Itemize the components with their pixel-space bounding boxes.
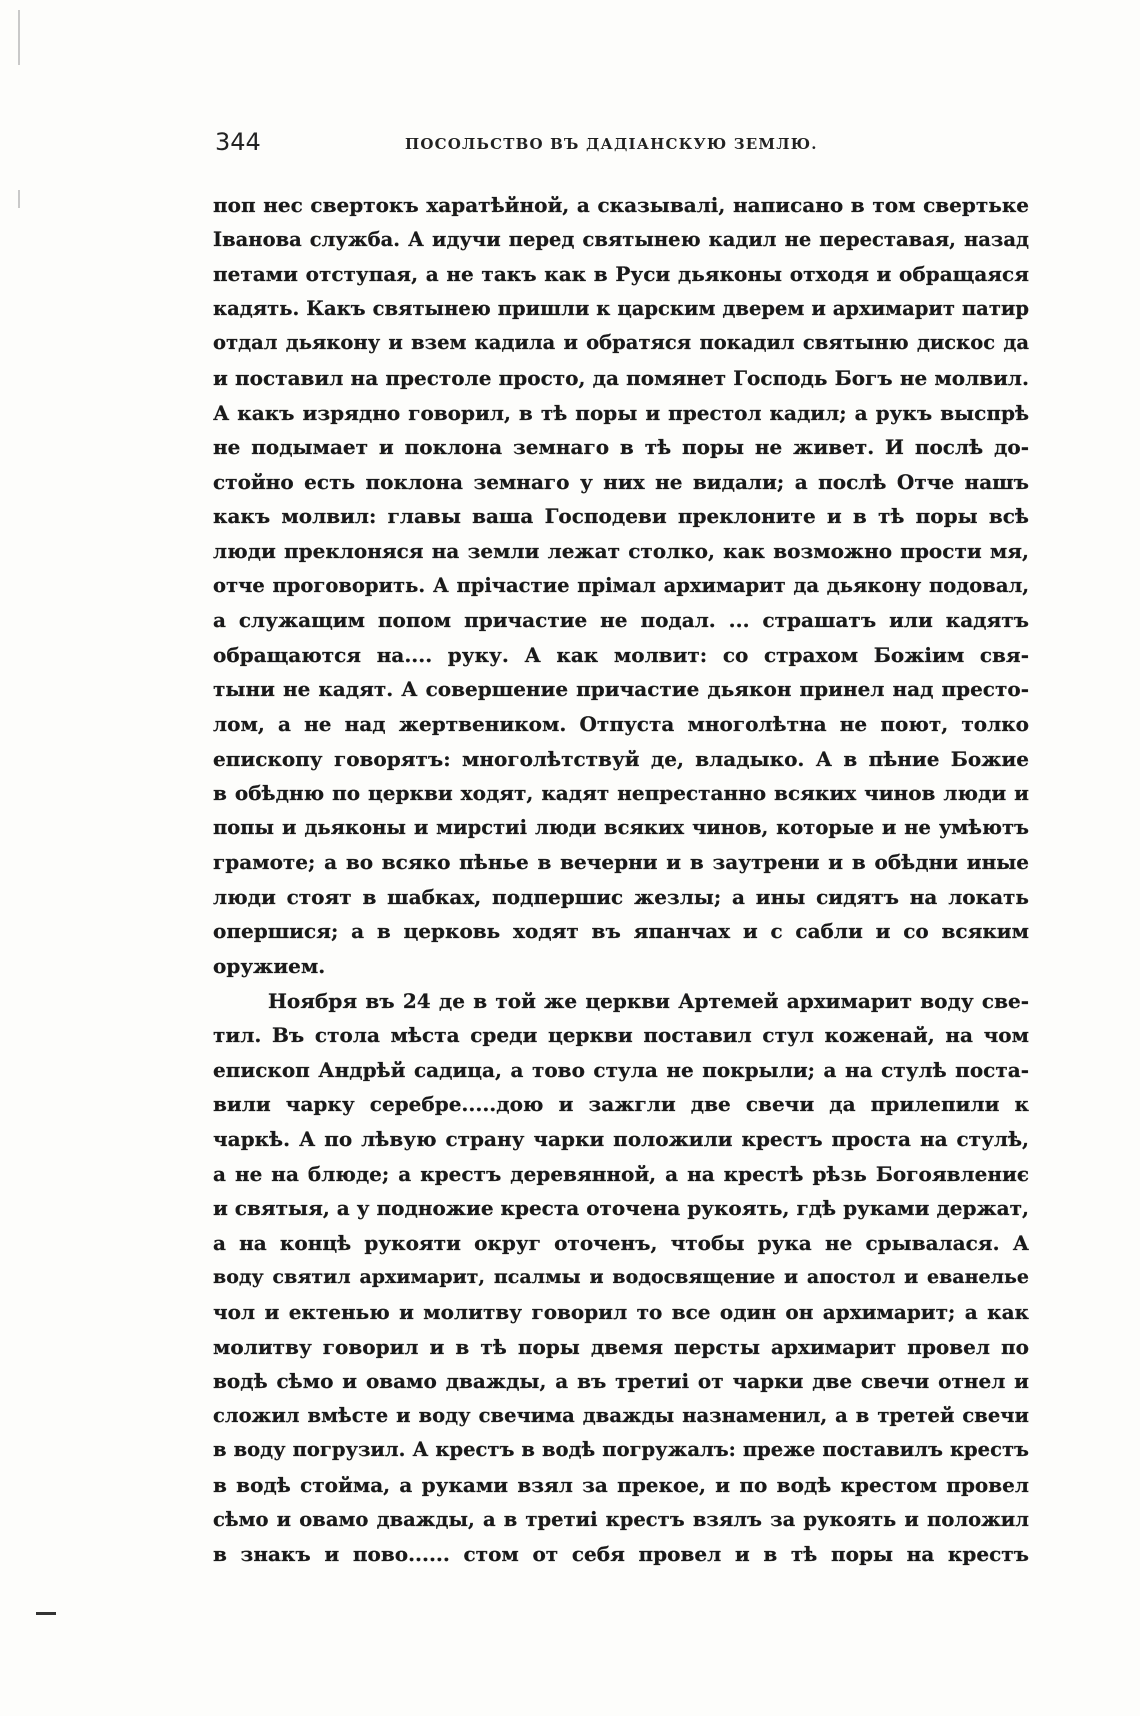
text-line: воду святил архимарит, псалмы и водосвящение и апостол и еванелье	[213, 1266, 1029, 1289]
text-line: отдал дьякону и взем кадила и обратяся покадил святыню дискос да	[213, 331, 1029, 355]
text-line: не подымает и поклона земнаго в тѣ поры не живет. И послѣ до-	[213, 435, 1029, 460]
text-line: а на концѣ рукояти округ оточенъ, чтобы рука не срывалася. А	[213, 1230, 1029, 1255]
text-line: в обѣдню по церкви ходят, кадят непрестанно всяких чинов люди и	[213, 781, 1029, 806]
scan-edge-mark	[18, 190, 20, 208]
text-line: а не на блюде; а крестъ деревянной, а на крестѣ рѣзь Богоявлениє	[213, 1161, 1029, 1186]
text-line: чаркѣ. А по лѣвую страну чарки положили крестъ проста на стулѣ,	[213, 1127, 1029, 1152]
text-line: какъ молвил: главы ваша Господеви преклоните и в тѣ поры всѣ	[213, 504, 1029, 529]
text-line: Іванова служба. А идучи перед святынею кадил не переставая, назад	[213, 227, 1029, 251]
text-line: в водѣ стойма, а руками взял за прекое, и по водѣ крестом провел	[213, 1472, 1029, 1497]
text-line: вили чарку серебре.....дою и зажгли две свечи да прилепили к	[213, 1092, 1029, 1117]
text-line: петами отступая, а не такъ как в Руси дьяконы отходя и обращаяся	[213, 262, 1029, 287]
text-line: отче проговорить. А прічастие прімал архимарит да дьякону подовал,	[213, 573, 1029, 597]
text-line: тыни не кадят. А совершение причастие дьякон принел над престо-	[213, 677, 1029, 702]
text-line: а служащим попом причастие не подал. ... страшатъ или кадятъ	[213, 608, 1029, 633]
text-line: епископу говорятъ: многолѣтствуй де, владыко. А в пѣние Божие	[213, 746, 1029, 771]
text-line: сѣмо и овамо дважды, а в третиі крестъ взялъ за рукоять и положил	[213, 1507, 1029, 1531]
text-line: и поставил на престоле просто, да помянет Господь Богъ не молвил.	[213, 365, 1029, 390]
text-line: кадять. Какъ святынею пришли к царским дверем и архимарит патир	[213, 296, 1029, 320]
text-line: в знакъ и пово...... стом от себя провел и в тѣ поры на крестъ	[213, 1542, 1029, 1567]
text-line: сложил вмѣсте и воду свечима дважды назнаменил, а в третей свечи	[213, 1403, 1029, 1427]
text-line: А какъ изрядно говорил, в тѣ поры и престол кадил; а рукъ выспрѣ	[213, 400, 1029, 425]
text-line: в воду погрузил. А крестъ в водѣ погружалъ: преже поставилъ крестъ	[213, 1438, 1029, 1462]
body-text	[213, 188, 1029, 1572]
text-line: Ноября въ 24 де в той же церкви Артемей архимарит воду све-	[268, 988, 1029, 1013]
scan-foot-mark	[36, 1612, 56, 1615]
text-line: опершися; а в церковь ходят въ япанчах и с сабли и со всяким	[213, 919, 1029, 944]
text-line: лом, а не над жертвеником. Отпуста многолѣтна не поют, толко	[213, 711, 1029, 736]
text-line: тил. Въ стола мѣста среди церкви поставил стул коженай, на чом	[213, 1023, 1029, 1048]
text-line: водѣ сѣмо и овамо дважды, а въ третиі от чарки две свечи отнел и	[213, 1369, 1029, 1394]
text-line: люди преклоняся на земли лежат столко, как возможно прости мя,	[213, 538, 1029, 563]
text-line: и святыя, а у подножие креста оточена рукоять, гдѣ руками держат,	[213, 1196, 1029, 1221]
page-header	[215, 128, 1027, 162]
text-line: попы и дьяконы и мирстиі люди всяких чинов, которые и не умѣютъ	[213, 815, 1029, 839]
text-line: молитву говорил и в тѣ поры двемя персты архимарит провел по	[213, 1334, 1029, 1359]
text-line: чол и ектенью и молитву говорил то все один он архимарит; а как	[213, 1300, 1029, 1324]
scan-edge-mark	[18, 10, 20, 65]
text-line: обращаются на.... руку. А как молвит: со страхом Божіим свя-	[213, 642, 1029, 667]
text-line: поп нес свертокъ харатѣйной, а сказывалі, написано в том свертьке	[213, 193, 1029, 217]
running-head: ПОСОЛЬСТВО ВЪ ДАДІАНСКУЮ ЗЕМЛЮ.	[405, 135, 818, 153]
text-line: епископ Андрѣй садица, а тово стула не покрыли; а на стулѣ поста-	[213, 1057, 1029, 1082]
text-line: люди стоят в шабках, подпершис жезлы; а ины сидятъ на локать	[213, 884, 1029, 909]
text-line: стойно есть поклона земнаго у них не видали; а послѣ Отче нашъ	[213, 469, 1029, 494]
page-number: 344	[215, 128, 261, 156]
text-line: оружием.	[213, 954, 326, 979]
text-line: грамоте; а во всяко пѣнье в вечерни и в заутрени и в обѣдни иные	[213, 850, 1029, 875]
